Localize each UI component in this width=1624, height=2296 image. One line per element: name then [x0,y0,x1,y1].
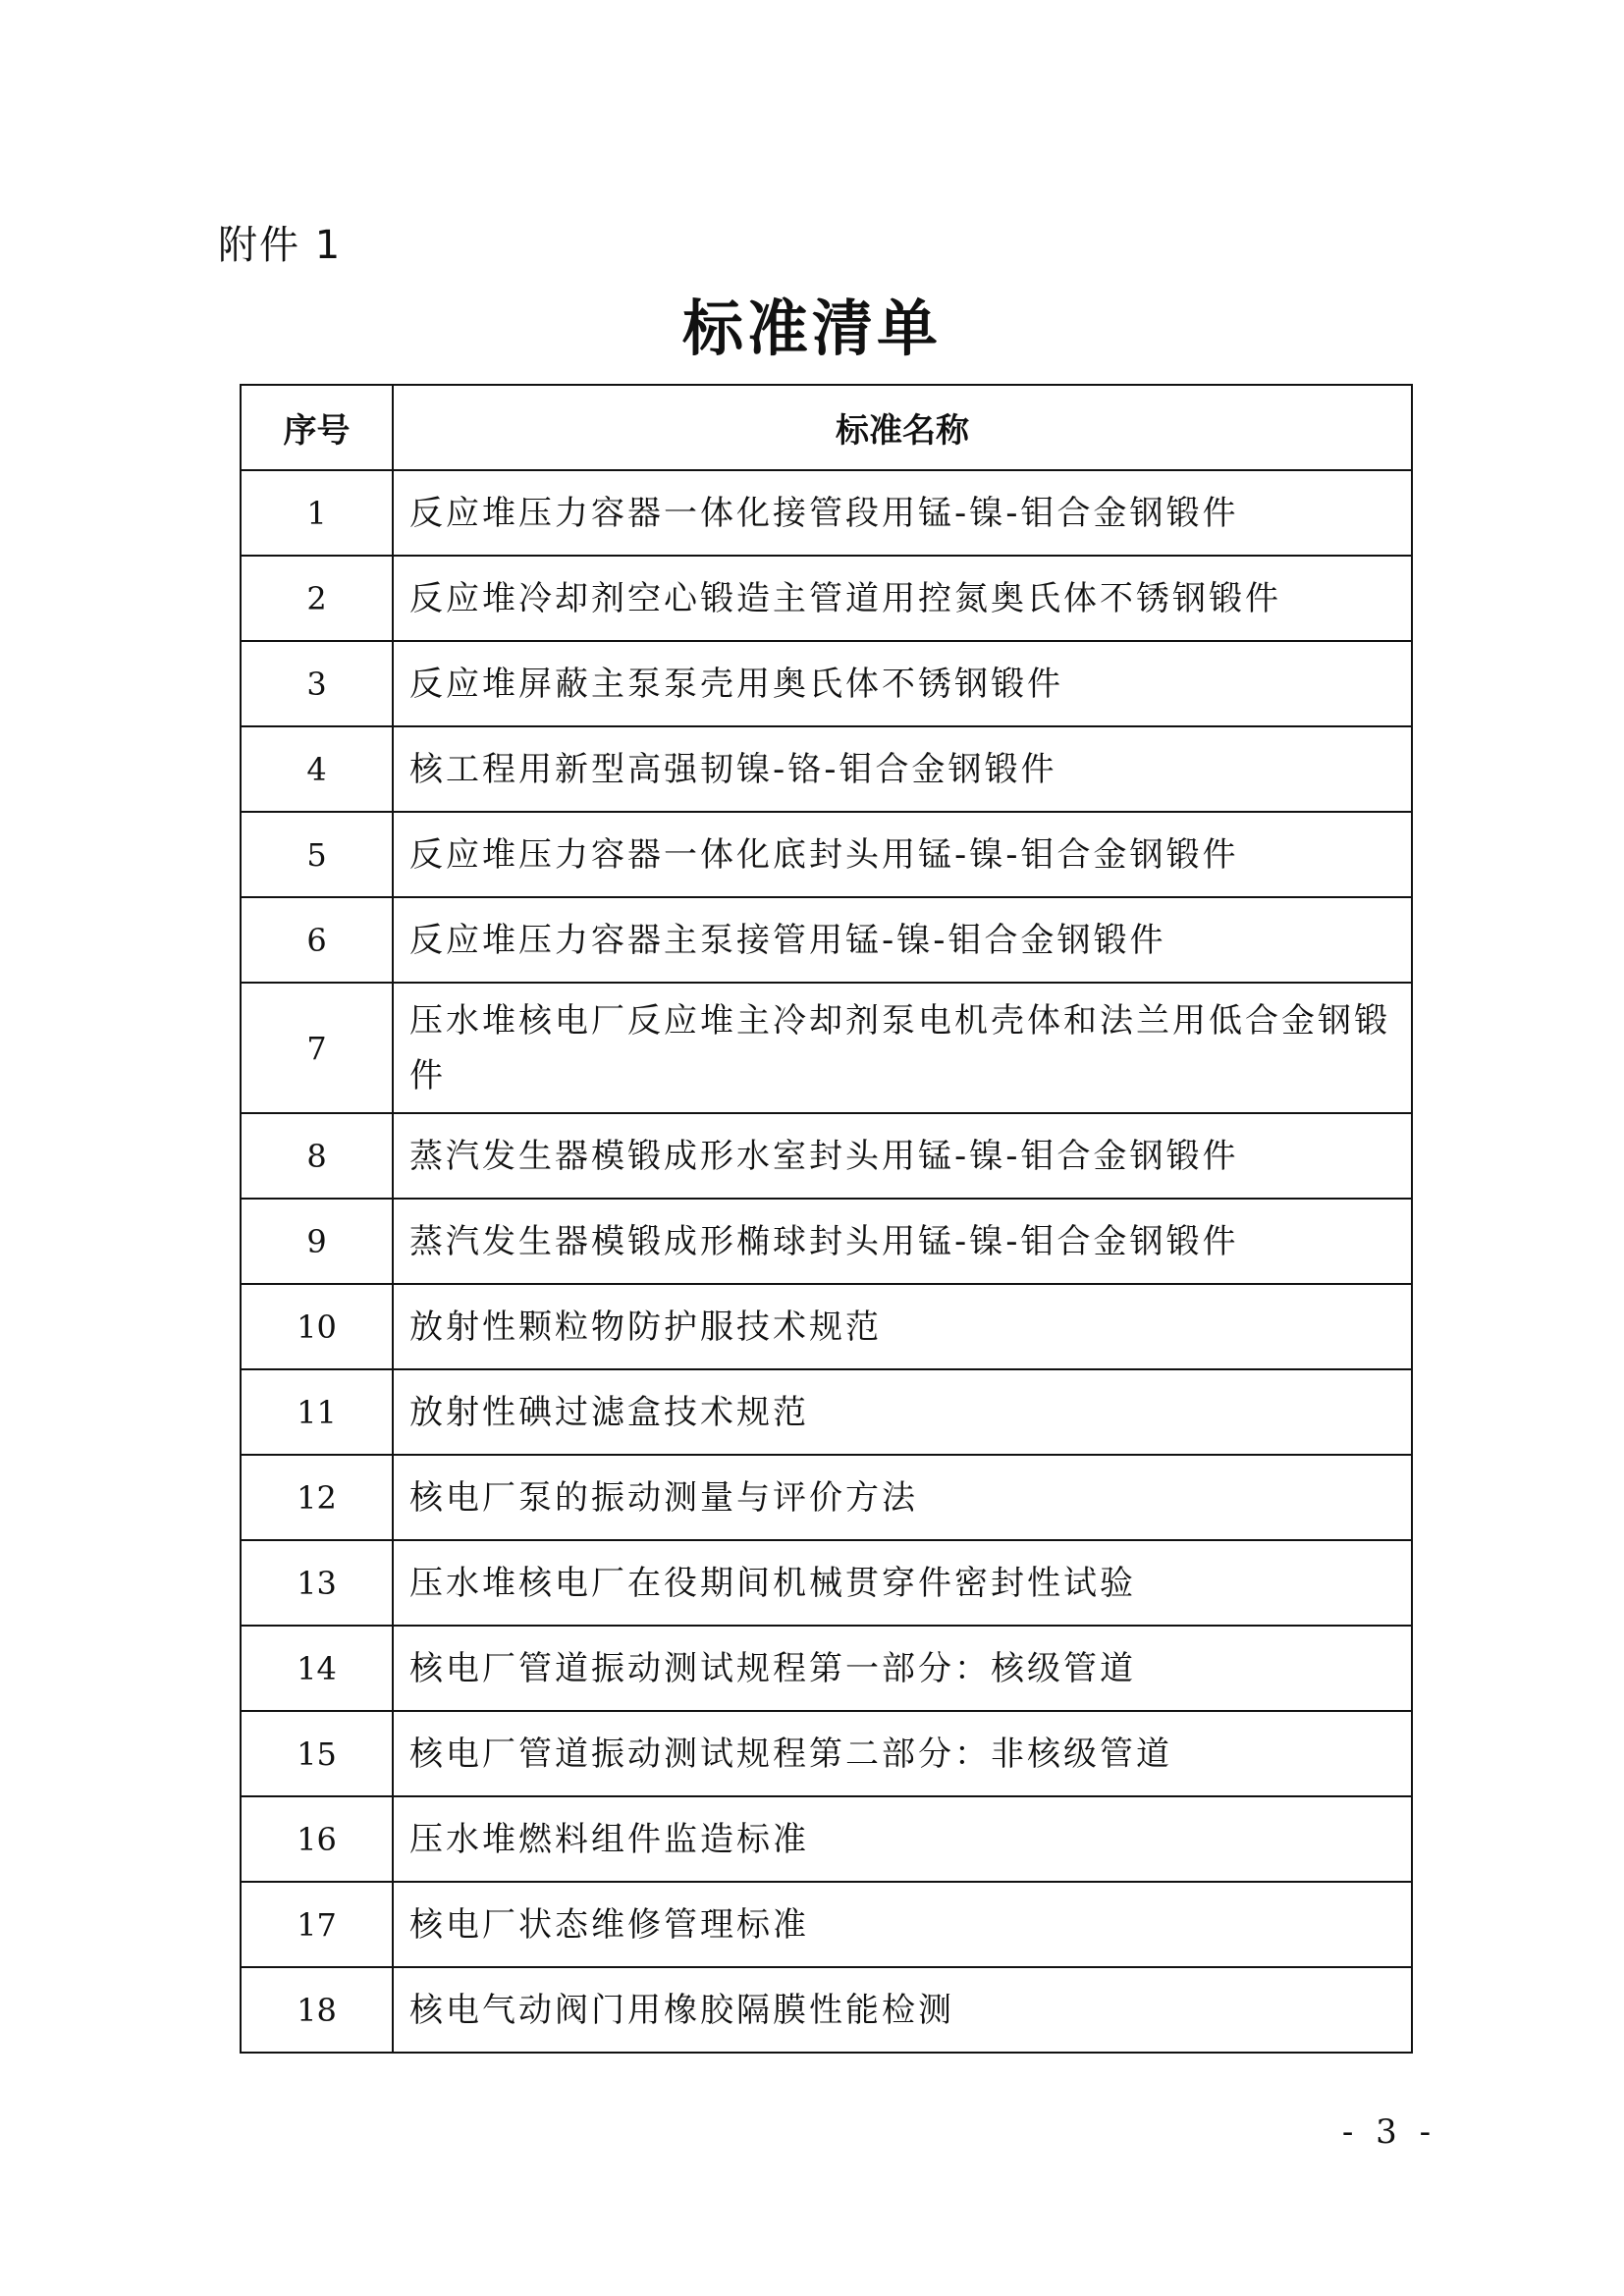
table-row [241,1455,1412,1540]
row-serial-number: 9 [241,1199,393,1284]
row-serial-number: 12 [241,1455,393,1540]
page-number: - 3 - [1341,2112,1437,2152]
row-serial-number: 14 [241,1626,393,1711]
row-standard-name: 反应堆压力容器一体化底封头用锰-镍-钼合金钢锻件 [393,812,1412,897]
row-standard-name: 核电气动阀门用橡胶隔膜性能检测 [393,1967,1412,2053]
table-row [241,1967,1412,2053]
table-row [241,1626,1412,1711]
row-standard-name: 核电厂管道振动测试规程第一部分：核级管道 [393,1626,1412,1711]
table-header-row [241,385,1412,470]
table-row [241,1369,1412,1455]
row-serial-number: 10 [241,1284,393,1369]
row-serial-number: 15 [241,1711,393,1796]
row-serial-number: 11 [241,1369,393,1455]
row-standard-name: 反应堆冷却剂空心锻造主管道用控氮奥氏体不锈钢锻件 [393,556,1412,641]
table-row [241,470,1412,556]
attachment-label: 附件 1 [218,223,343,268]
row-serial-number: 3 [241,641,393,726]
table-row [241,812,1412,897]
table-row [241,556,1412,641]
row-standard-name: 核电厂泵的振动测量与评价方法 [393,1455,1412,1540]
table-row [241,983,1412,1113]
row-serial-number: 13 [241,1540,393,1626]
row-standard-name: 压水堆核电厂在役期间机械贯穿件密封性试验 [393,1540,1412,1626]
row-standard-name: 压水堆核电厂反应堆主冷却剂泵电机壳体和法兰用低合金钢锻件 [393,983,1412,1113]
row-standard-name: 反应堆压力容器主泵接管用锰-镍-钼合金钢锻件 [393,897,1412,983]
table-row [241,641,1412,726]
table-row [241,897,1412,983]
row-serial-number: 2 [241,556,393,641]
row-serial-number: 17 [241,1882,393,1967]
table-row [241,1711,1412,1796]
table-row [241,1113,1412,1199]
table-row [241,1284,1412,1369]
table-row [241,726,1412,812]
page-title: 标准清单 [681,293,942,364]
row-serial-number: 1 [241,470,393,556]
standards-table [240,384,1413,2054]
row-standard-name: 核电厂管道振动测试规程第二部分：非核级管道 [393,1711,1412,1796]
row-standard-name: 核工程用新型高强韧镍-铬-钼合金钢锻件 [393,726,1412,812]
row-standard-name: 蒸汽发生器模锻成形水室封头用锰-镍-钼合金钢锻件 [393,1113,1412,1199]
row-serial-number: 5 [241,812,393,897]
row-serial-number: 8 [241,1113,393,1199]
table-row [241,1199,1412,1284]
row-standard-name: 放射性碘过滤盒技术规范 [393,1369,1412,1455]
row-serial-number: 16 [241,1796,393,1882]
row-serial-number: 6 [241,897,393,983]
row-serial-number: 7 [241,983,393,1113]
row-standard-name: 反应堆屏蔽主泵泵壳用奥氏体不锈钢锻件 [393,641,1412,726]
row-serial-number: 18 [241,1967,393,2053]
row-standard-name: 核电厂状态维修管理标准 [393,1882,1412,1967]
row-standard-name: 压水堆燃料组件监造标准 [393,1796,1412,1882]
table-row [241,1882,1412,1967]
table-row [241,1796,1412,1882]
header-standard-name: 标准名称 [393,385,1412,470]
row-serial-number: 4 [241,726,393,812]
row-standard-name: 反应堆压力容器一体化接管段用锰-镍-钼合金钢锻件 [393,470,1412,556]
table-row [241,1540,1412,1626]
row-standard-name: 蒸汽发生器模锻成形椭球封头用锰-镍-钼合金钢锻件 [393,1199,1412,1284]
row-standard-name: 放射性颗粒物防护服技术规范 [393,1284,1412,1369]
header-serial-number: 序号 [241,385,393,470]
